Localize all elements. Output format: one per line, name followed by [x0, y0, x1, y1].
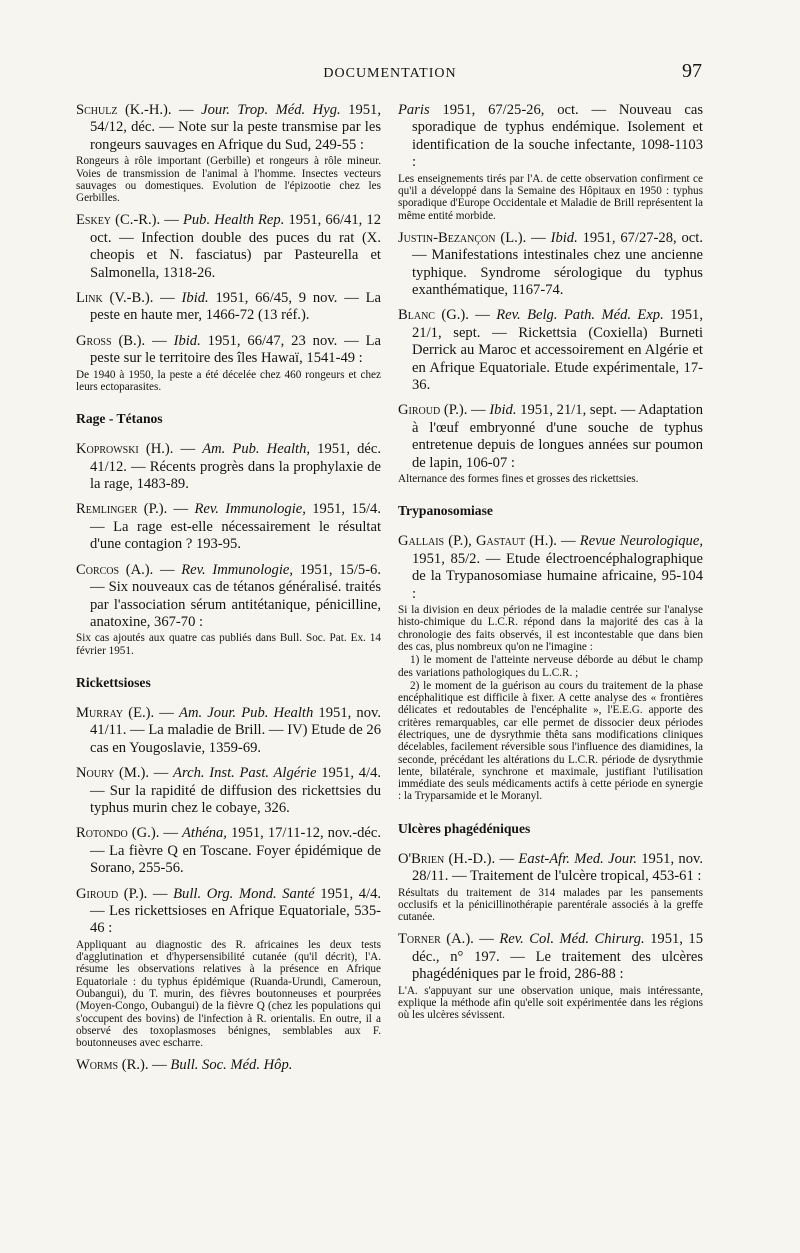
entry-author: Rotondo (G.).	[76, 825, 160, 842]
bib-entry: Eskey (C.-R.). — Pub. Health Rep. 1951, 66/41, 12 oct. — Infection double des puces du rat (X. cheopis et N. fasciatus) par Pasteurella et Salmonella, 1318-26.	[76, 212, 381, 281]
entry-author: Schulz (K.-H.).	[76, 102, 172, 118]
bib-entry: Corcos (A.). — Rev. Immunologie, 1951, 15/5-6. — Six nouveaux cas de tétanos généralisé. traités par l'association sérum antitétanique, pénicilline, anatoxine, 367-70 : Six cas ajoutés aux quatre cas publiés dans Bull. Soc. Pat. Ex. 14 février 1951.	[76, 561, 381, 657]
entry-details: 1951, 15/5-6. — Six nouveaux cas de tétanos généralisé. traités par l'association sérum antitétanique, pénicilline, anatoxine, 367-70 :	[90, 561, 381, 630]
entry-abstract: Rongeurs à rôle important (Gerbille) et rongeurs à rôle mineur. Voies de transmission de l'animal à l'homme. Insectes vecteurs sauvages ou domestiques. Evolution de l'épizootie chez les Gerbilles.	[76, 155, 381, 205]
bib-entry: Blanc (G.). — Rev. Belg. Path. Méd. Exp. 1951, 21/1, sept. — Rickettsia (Coxiella) Burneti Derrick au Maroc et accessoirement en Algérie et en Afrique Equatoriale. Etude expérimentale, 17-36.	[398, 307, 703, 394]
entries-plague	[76, 102, 381, 393]
entry-details: 1951, 21/1, sept. — Rickettsia (Coxiella) Burneti Derrick au Maroc et accessoirement en Algérie et en Afrique Equatoriale. Etude expérimentale, 17-36.	[412, 307, 703, 394]
entry-abstract: Résultats du traitement de 314 malades par les pansements occlusifs et la pénicillinothérapie parentérale associés à la greffe cutanée.	[398, 886, 703, 924]
entry-details: 1951, 67/25-26, oct. — Nouveau cas sporadique de typhus endémique. Isolement et identification de la souche infectante, 1098-1103 :	[412, 102, 704, 171]
entry-abstract: Les enseignements tirés par l'A. de cette observation confirment ce qu'il a développé dans la Semaine des Hôpitaux en 1950 : typhus sporadique d'Europe Occidentale et Maladie de Brill représentent la même entité morbide.	[398, 172, 703, 222]
entry-journal: Ibid.	[489, 402, 517, 419]
entry-author: Koprowski (H.).	[76, 441, 174, 458]
entry-details: 1951, 4/4. — Les rickettsioses en Afrique Equatoriale, 535-46 :	[90, 885, 382, 937]
entry-abstract: Si la division en deux périodes de la maladie centrée sur l'analyse histo-chimique du L.C.R. répond dans la majorité des cas à la chronologie des faits observés, il est incontestable que dans bien des cas, plus nombreux qu'on ne l'imagine :	[398, 604, 703, 653]
bib-entry: Gallais (P.), Gastaut (H.). — Revue Neurologique, 1951, 85/2. — Etude électroencéphalographique de la Trypanosomiase humaine africaine, 95-104 : Si la division en deux périodes de la maladie centrée sur l'analyse histo-chimique du L.C.R. répond dans la majorité des cas à la chronologie des faits observés, il est incontestable que dans bien des cas, plus nombreux qu'on ne l'imagine : 1) le moment de l'atteinte nerveuse déborde au début le champ des variations pathologiques du L.C.R. ; 2) le moment de la guérison au cours du traitement de la phase encéphalitique est difficile à fixer. A cette analyse des « frontières délicates et redoutables de l'encéphalite », l'E.E.G. apporte des critères remarquables, car elle permet de dissocier deux périodes électriques, une de dysrythmie thêta sans modifications cliniques décelables, facilement réversible sous l'influence des diamidines, la seconde, précédant les altérations du L.C.R. période de dysrythmie lente, bilatérale, synchrone et maximale, justifiant l'utilisation immédiate des seuls médicaments actifs à cette période en synergie : la Tryparsamide et le Moranyl.	[398, 533, 703, 803]
entries-trypanosomiase	[398, 533, 703, 802]
entry-journal: Bull. Soc. Méd. Hôp.	[170, 1057, 293, 1074]
entry-journal: East-Afr. Med. Jour.	[518, 850, 637, 867]
entry-author: Justin-Bezançon (L.).	[398, 229, 527, 246]
section-heading-trypanosomiase: Trypanosomiase	[398, 503, 493, 519]
bib-entry: Murray (E.). — Am. Jour. Pub. Health 1951, nov. 41/11. — La maladie de Brill. — IV) Etude de 26 cas en Yougoslavie, 1359-69.	[76, 704, 381, 756]
entry-details: 1951, 66/47, 23 nov. — La peste sur le territoire des îles Hawaï, 1541-49 :	[90, 332, 382, 367]
entries-ulceres	[398, 851, 703, 1022]
entries-rickettsioses	[76, 705, 381, 1075]
section-heading-rickettsioses: Rickettsioses	[76, 674, 151, 690]
entry-details: 1951, 66/41, 12 oct. — Infection double des puces du rat (X. cheopis et N. fasciatus) par Pasteurella et Salmonella, 1318-26.	[90, 212, 381, 281]
entry-author: Giroud (P.).	[76, 885, 148, 902]
entry-details: 1951, 4/4. — Sur la rapidité de diffusion des rickettsies du typhus murin chez le cobaye, 326.	[90, 765, 382, 816]
entry-abstract: Alternance des formes fines et grosses des rickettsies.	[398, 473, 639, 486]
bib-entry: Giroud (P.). — Bull. Org. Mond. Santé 1951, 4/4. — Les rickettsioses en Afrique Equatoriale, 535-46 : Appliquant au diagnostic des R. africaines les deux tests d'agglutination et d'hypersensibilité cutanée (qu'il décrit), l'A. résume les observations relatives à la présence en Afrique Equatoriale : du typhus épidémique (Ruanda-Urundi, Cameroun, Oubangui), du T. murin, des fièvres boutonneuses et pourprées (Moyen-Congo, Oubangui) de la fièvre Q (chez les populations qui s'occupent des bovins) de l'infection à R. orientalis. En outre, il a observé des toxoplasmoses bénignes, semblables aux F. boutonneuses avec escharre.	[76, 885, 382, 1050]
entry-journal: Pub. Health Rep.	[182, 212, 285, 229]
entry-author: Remlinger (P.).	[76, 501, 168, 518]
bib-entry: Justin-Bezançon (L.). — Ibid. 1951, 67/27-28, oct. — Manifestations intestinales chez une ancienne typhique. Syndrome sérologique du typhus exanthématique, 1167-74.	[398, 229, 703, 299]
entry-journal: Am. Pub. Health,	[202, 441, 311, 458]
bib-entry: Schulz (K.-H.). — Jour. Trop. Méd. Hyg. 1951, 54/12, déc. — Note sur la peste transmise par les rongeurs sauvages en Afrique du Sud, 249-55 : Rongeurs à rôle important (Gerbille) et rongeurs à rôle mineur. Voies de transmission de l'animal à l'homme. Insectes vecteurs sauvages ou domestiques. Evolution de l'épizootie chez les Gerbilles.	[76, 102, 381, 205]
entry-journal: Rev. Immunologie,	[194, 501, 306, 518]
page-number: 97	[682, 60, 702, 82]
entry-journal: Revue Neurologique,	[579, 533, 703, 550]
entry-abstract-point-1: 1) le moment de l'atteinte nerveuse déborde au début le champ des variations pathologiques du L.C.R. ;	[398, 654, 703, 679]
entry-author: Gallais (P.), Gastaut (H.).	[398, 533, 557, 550]
entry-journal: Rev. Immunologie,	[181, 561, 294, 578]
entry-abstract-point-2: 2) le moment de la guérison au cours du traitement de la phase encéphalitique est difficile à fixer. A cette analyse des « frontières délicates et redoutables de l'encéphalite », l'E.E.G. apporte des critères remarquables, car elle permet de dissocier deux périodes électriques, une de dysrythmie thêta sans modifications cliniques décelables, facilement réversible sous l'influence des diamidines, la seconde, précédant les altérations du L.C.R. période de dysrythmie lente, bilatérale, synchrone et maximale, justifiant l'utilisation immédiate des seuls médicaments actifs à cette période en synergie : la Tryparsamide et le Moranyl.	[398, 679, 703, 803]
bib-entry: Link (V.-B.). — Ibid. 1951, 66/45, 9 nov. — La peste en haute mer, 1466-72 (13 réf.).	[76, 290, 381, 324]
entry-author: Blanc (G.).	[398, 307, 469, 324]
entry-author: O'Brien (H.-D.).	[398, 850, 496, 867]
entry-details: 1951, 15/4. — La rage est-elle nécessairement le résultat d'une contagion ? 193-95.	[90, 501, 381, 553]
entry-author: Eskey (C.-R.).	[76, 212, 161, 229]
entry-abstract: De 1940 à 1950, la peste a été décelée chez 460 rongeurs et chez leurs ectoparasites.	[76, 368, 381, 393]
bib-entry: Gross (B.). — Ibid. 1951, 66/47, 23 nov. — La peste sur le territoire des îles Hawaï, 1541-49 : De 1940 à 1950, la peste a été décelée chez 460 rongeurs et chez leurs ectoparasites.	[76, 332, 382, 393]
bib-entry: Worms (R.). — Bull. Soc. Méd. Hôp.	[76, 1057, 293, 1074]
entry-journal: Bull. Org. Mond. Santé	[173, 885, 315, 902]
entry-details: 1951, nov. 28/11. — Traitement de l'ulcère tropical, 453-61 :	[412, 850, 704, 885]
entry-journal: Jour. Trop. Méd. Hyg.	[201, 102, 341, 118]
entry-details: 1951, 21/1, sept. — Adaptation à l'œuf embryonné d'une souche de typhus entretenue depuis de longues années sur poumon de lapin, 106-07 :	[412, 402, 704, 471]
entry-journal: Ibid.	[550, 229, 578, 246]
entry-author: Noury (M.).	[76, 765, 150, 782]
entry-details: 1951, nov. 41/11. — La maladie de Brill. — IV) Etude de 26 cas en Yougoslavie, 1359-69.	[90, 704, 381, 756]
entry-author: Worms (R.).	[76, 1057, 149, 1074]
left-column	[76, 102, 381, 1083]
bib-entry: Noury (M.). — Arch. Inst. Past. Algérie 1951, 4/4. — Sur la rapidité de diffusion des rickettsies du typhus murin chez le cobaye, 326.	[76, 765, 382, 816]
bib-entry-continued	[398, 102, 703, 222]
entry-details: 1951, 66/45, 9 nov. — La peste en haute mer, 1466-72 (13 réf.).	[90, 290, 381, 324]
bib-entry: O'Brien (H.-D.). — East-Afr. Med. Jour. 1951, nov. 28/11. — Traitement de l'ulcère tropical, 453-61 : Résultats du traitement de 314 malades par les pansements occlusifs et la pénicillinothérapie parentérale associés à la greffe cutanée.	[398, 850, 704, 924]
entry-details: 1951, 15 déc., n° 197. — Le traitement des ulcères phagédéniques par le froid, 286-88 :	[412, 931, 704, 983]
entries-rickettsioses-cont	[398, 230, 703, 486]
entry-author: Gross (B.).	[76, 332, 146, 349]
entry-abstract: Six cas ajoutés aux quatre cas publiés dans Bull. Soc. Pat. Ex. 14 février 1951.	[76, 632, 381, 657]
entry-journal: Paris	[398, 102, 430, 118]
entry-journal: Ibid.	[173, 332, 201, 349]
running-title: DOCUMENTATION	[323, 66, 457, 81]
bib-entry: Torner (A.). — Rev. Col. Méd. Chirurg. 1951, 15 déc., n° 197. — Le traitement des ulcères phagédéniques par le froid, 286-88 : L'A. s'appuyant sur une observation unique, mais intéressante, explique la méthode afin qu'elle soit expérimentée dans les régions où les ulcères sévissent.	[398, 931, 704, 1022]
entry-abstract: L'A. s'appuyant sur une observation unique, mais intéressante, explique la méthode afin qu'elle soit expérimentée dans les régions où les ulcères sévissent.	[398, 984, 703, 1022]
entry-author: Torner (A.).	[398, 931, 474, 948]
bib-entry: Giroud (P.). — Ibid. 1951, 21/1, sept. — Adaptation à l'œuf embryonné d'une souche de typhus entretenue depuis de longues années sur poumon de lapin, 106-07 : Alternance des formes fines et grosses des rickettsies.	[398, 402, 704, 486]
entry-abstract: Appliquant au diagnostic des R. africaines les deux tests d'agglutination et d'hypersensibilité cutanée (qu'il décrit), l'A. résume les observations relatives à la présence en Afrique Equatoriale : du typhus épidémique (Ruanda-Urundi, Cameroun, Oubangui), du T. murin, des fièvres boutonneuses et pourprées (Moyen-Congo, Oubangui) de la fièvre Q (chez les populations qui s'occupent des bovins) de l'infection à R. orientalis. En outre, il a observé des toxoplasmoses bénignes, semblables aux F. boutonneuses avec escharre.	[76, 938, 381, 1050]
entry-journal: Rev. Col. Méd. Chirurg.	[499, 931, 645, 948]
section-heading-ulceres: Ulcères phagédéniques	[398, 820, 531, 836]
section-heading-rage: Rage - Tétanos	[76, 411, 163, 427]
entry-journal: Rev. Belg. Path. Méd. Exp.	[496, 307, 664, 324]
entry-author: Giroud (P.).	[398, 402, 468, 419]
entry-details: 1951, 85/2. — Etude électroencéphalographique de la Trypanosomiase humaine africaine, 95-104 :	[412, 550, 703, 602]
page-header	[76, 62, 704, 88]
bib-entry: Remlinger (P.). — Rev. Immunologie, 1951, 15/4. — La rage est-elle nécessairement le résultat d'une contagion ? 193-95.	[76, 501, 381, 553]
entry-details: 1951, déc. 41/12. — Récents progrès dans la prophylaxie de la rage, 1483-89.	[90, 441, 381, 493]
entry-journal: Athéna,	[181, 825, 227, 842]
entry-journal: Am. Jour. Pub. Health	[179, 704, 314, 721]
entries-rage	[76, 441, 381, 657]
entry-details: 1951, 17/11-12, nov.-déc. — La fièvre Q en Toscane. Foyer épidémique de Sorano, 255-56.	[90, 825, 381, 877]
entry-author: Link (V.-B.).	[76, 290, 154, 307]
bib-entry: Rotondo (G.). — Athéna, 1951, 17/11-12, nov.-déc. — La fièvre Q en Toscane. Foyer épidémique de Sorano, 255-56.	[76, 825, 381, 877]
entry-details: 1951, 67/27-28, oct. — Manifestations intestinales chez une ancienne typhique. Syndrome sérologique du typhus exanthématique, 1167-74.	[412, 229, 703, 299]
entry-author: Murray (E.).	[76, 704, 155, 721]
entry-journal: Ibid.	[181, 290, 209, 307]
right-column	[398, 102, 703, 1030]
entry-author: Corcos (A.).	[76, 561, 154, 578]
bib-entry: Koprowski (H.). — Am. Pub. Health, 1951, déc. 41/12. — Récents progrès dans la prophylaxie de la rage, 1483-89.	[76, 441, 381, 493]
entry-details: 1951, 54/12, déc. — Note sur la peste transmise par les rongeurs sauvages en Afrique du Sud, 249-55 :	[90, 102, 381, 153]
entry-journal: Arch. Inst. Past. Algérie	[173, 765, 317, 782]
